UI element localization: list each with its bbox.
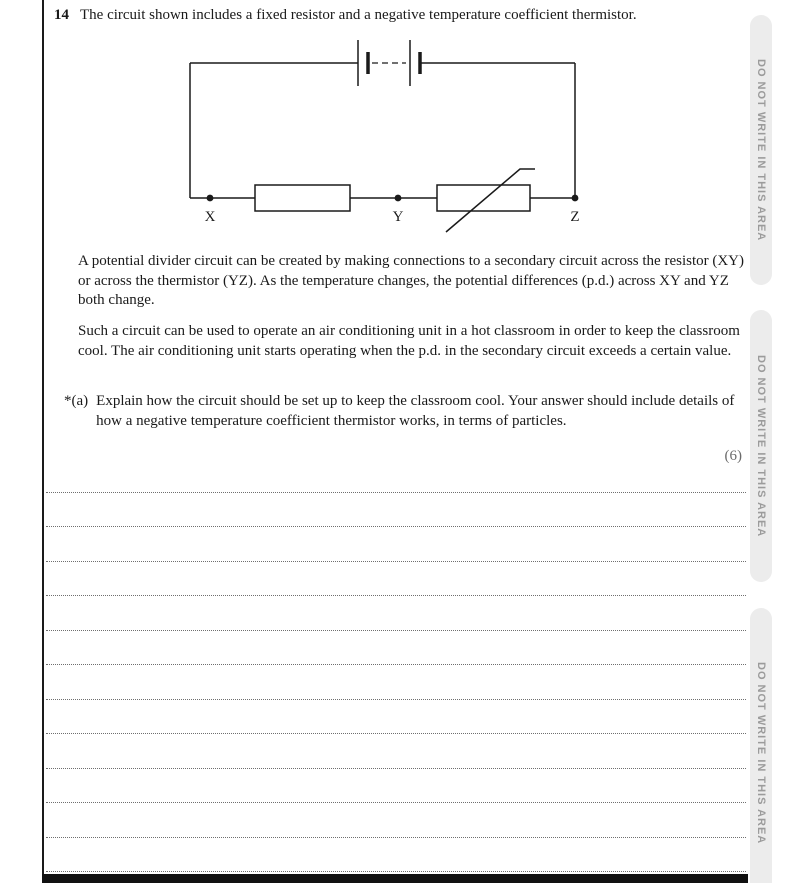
fixed-resistor-icon: [255, 185, 350, 211]
answer-line[interactable]: [46, 596, 746, 631]
circuit-diagram: [148, 40, 708, 240]
marks-badge: (6): [724, 448, 742, 464]
circuit-wires: [190, 63, 575, 198]
question-number: 14: [54, 7, 69, 23]
thermistor-icon: [437, 169, 535, 232]
part-a-question: [64, 392, 744, 431]
page-footer-bar: [42, 874, 748, 883]
answer-line[interactable]: [46, 700, 746, 735]
paragraph-potential-divider: A potential divider circuit can be created by making connections to a secondary circuit across the resistor (XY) or across the thermistor (YZ). As the temperature changes, the potential differences (p.d.) across XY and YZ both change.: [78, 253, 745, 308]
circuit-svg: [148, 40, 708, 240]
answer-line[interactable]: [46, 527, 746, 562]
part-a-text: Explain how the circuit should be set up to keep the classroom cool. Your answer should include details of how a negative temperature coefficient thermistor works, in terms of particles.: [96, 393, 735, 429]
do-not-write-text-1: DO NOT WRITE IN THIS AREA: [755, 58, 767, 242]
terminal-label-x: X: [204, 209, 216, 225]
do-not-write-text-2: DO NOT WRITE IN THIS AREA: [755, 354, 767, 538]
do-not-write-watermark-3: [750, 608, 772, 883]
answer-line[interactable]: [46, 665, 746, 700]
answer-lines-area[interactable]: [46, 458, 746, 872]
do-not-write-watermark-2: [750, 310, 772, 582]
answer-line[interactable]: [46, 734, 746, 769]
left-margin-rule: [42, 0, 44, 875]
terminal-dot-y: [395, 195, 402, 202]
answer-line[interactable]: [46, 458, 746, 493]
terminal-dot-z: [572, 195, 579, 202]
question-header: [54, 6, 746, 26]
answer-line[interactable]: [46, 769, 746, 804]
answer-line[interactable]: [46, 631, 746, 666]
answer-line[interactable]: [46, 493, 746, 528]
terminal-dot-x: [207, 195, 214, 202]
answer-line[interactable]: [46, 562, 746, 597]
do-not-write-text-3: DO NOT WRITE IN THIS AREA: [755, 661, 767, 845]
battery-icon: [358, 40, 420, 86]
answer-line[interactable]: [46, 803, 746, 838]
answer-line[interactable]: [46, 838, 746, 873]
part-a-label: *(a): [64, 393, 89, 409]
terminal-label-y: Y: [392, 209, 404, 225]
terminal-label-z: Z: [570, 209, 580, 225]
question-intro-text: The circuit shown includes a fixed resistor and a negative temperature coefficient thermistor.: [80, 7, 637, 23]
thermistor-body: [437, 185, 530, 211]
paragraph-air-conditioning: Such a circuit can be used to operate an air conditioning unit in a hot classroom in order to keep the classroom cool. The air conditioning unit starts operating when the p.d. in the secondary circuit exceeds a certain value.: [78, 323, 740, 359]
do-not-write-watermark-1: [750, 15, 772, 285]
